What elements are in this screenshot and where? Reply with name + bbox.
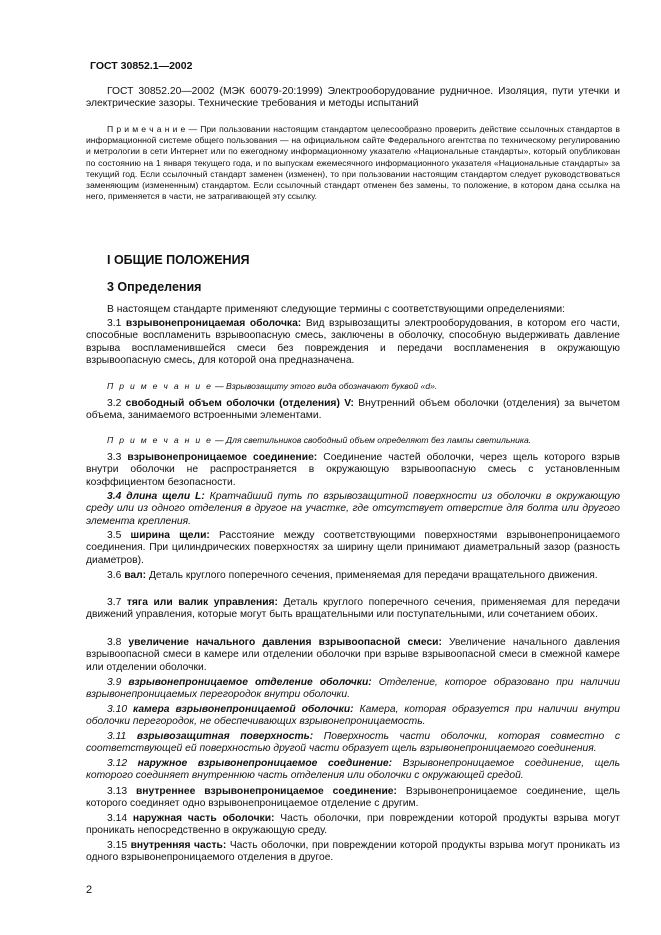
definition-term: длина щели L: (126, 491, 205, 502)
definition-text: Вид взрывозащиты электрооборудования, в котором его части, способные воспламенить взрывоопасную смесь, заключены в оболочку, способную выдерживать давление взрыва воспламенившейся смеси без повреждения и передачи воспламенения в окружающую взрывоопасную смесь, для которой она предназначена. (86, 318, 620, 366)
definition-3-4 (86, 491, 620, 528)
definition-text: Камера, которая образуется при наличии внутри оболочки перегородок, не обеспечивающих взрывонепроницаемость. (86, 704, 620, 728)
note-label: П р и м е ч а н и е (107, 124, 186, 134)
definition-text: Часть оболочки, при повреждении которой продукты взрыва могут проникать из одного взрывонепроницаемого отделения в другое. (86, 840, 620, 864)
definition-term: взрывонепроницаемое соединение: (127, 452, 318, 463)
definition-number: 3.11 (107, 731, 137, 742)
definition-text: Внутренний объем оболочки (отделения) за вычетом объема, занимаемого встроенными элементами. (86, 398, 621, 422)
definition-number: 3.14 (107, 813, 133, 824)
definition-term: взрывонепроницаемое отделение оболочки: (128, 677, 372, 688)
note-text: — Взрывозащиту этого вида обозначают буквой «d». (212, 381, 438, 391)
definition-text: Расстояние между соответствующими поверхностями взрывонепроницаемого соединения. При цилиндрических поверхностях за ширину щели принимают диаметральный зазор (разность диаметров). (86, 530, 620, 566)
definition-term: взрывонепроницаемая оболочка: (125, 318, 302, 329)
definition-number: 3.3 (107, 452, 128, 463)
definition-number: 3.12 (107, 758, 138, 769)
definition-term: взрывозащитная поверхность: (136, 731, 314, 742)
definition-term: внутренняя часть: (130, 840, 227, 851)
definition-term: наружное взрывонепроницаемое соединение: (137, 758, 393, 769)
definition-text: Соединение частей оболочки, через щель которого взрыв внутри оболочки не распространяется в окружающую взрывоопасную смесь с установленным коэффициентом безопасности. (86, 452, 620, 488)
definition-3-8 (86, 637, 620, 674)
note-3-2 (86, 435, 620, 446)
definition-3-3 (86, 452, 620, 489)
normative-reference: ГОСТ 30852.20—2002 (МЭК 60079-20:1999) Электрооборудование рудничное. Изоляция, пути утечки и электрические зазоры. Технические требования и методы испытаний (86, 86, 620, 110)
definition-3-11 (86, 731, 620, 756)
definition-number: 3.4 (107, 491, 127, 502)
definition-text: Увеличение начального давления взрывоопасной смеси в камере или отделении оболочки при взрыве взрывоопасной смеси в смежной камере или отделении оболочки. (86, 637, 620, 673)
definition-3-12 (86, 758, 620, 783)
definition-text: Взрывонепроницаемое соединение, щель которого соединяет одно взрывонепроницаемое отделение с другим. (86, 786, 621, 810)
definition-number: 3.13 (107, 786, 136, 797)
definition-number: 3.8 (107, 637, 129, 648)
note-text: — Для светильников свободный объем определяют без лампы светильника. (212, 435, 532, 445)
note-references (86, 124, 620, 202)
definition-number: 3.7 (107, 597, 127, 608)
definition-3-15 (86, 840, 620, 865)
definition-3-6 (86, 570, 620, 582)
definition-3-1 (86, 318, 620, 367)
definition-term: наружная часть оболочки: (132, 813, 275, 824)
definitions-intro: В настоящем стандарте применяют следующие термины с соответствующими определениями: (107, 304, 565, 315)
definition-term: свободный объем оболочки (отделения) V: (125, 398, 354, 409)
definition-term: тяга или валик управления: (126, 597, 278, 608)
note-label: П р и м е ч а н и е (107, 381, 213, 391)
definition-term: камера взрывонепроницаемой оболочки: (133, 704, 354, 715)
definition-number: 3.1 (107, 318, 126, 329)
note-3-1 (86, 381, 620, 392)
definition-text: Деталь круглого поперечного сечения, применяемая для передачи движений управления, которые могут быть вращательными или поступательными, или сочетанием обоих. (86, 597, 620, 621)
definition-3-10 (86, 704, 620, 729)
definition-3-14 (86, 813, 620, 838)
definition-term: вал: (124, 570, 147, 581)
definition-term: ширина щели: (130, 530, 210, 541)
definition-number: 3.10 (107, 704, 134, 715)
definition-3-2 (86, 398, 620, 423)
definition-text: Кратчайший путь по взрывозащитной поверхности из оболочки в окружающую среду или из одного отделения в другое на участке, где отсутствует отверстие для болта или другого элемента крепления. (86, 491, 620, 527)
definition-text: Часть оболочки, при повреждении которой продукты взрыва могут проникать непосредственно в окружающую среду. (86, 813, 620, 837)
definition-number: 3.9 (107, 677, 129, 688)
section-heading-general: I ОБЩИЕ ПОЛОЖЕНИЯ (107, 253, 250, 267)
page-number: 2 (86, 884, 93, 896)
definition-text: Деталь круглого поперечного сечения, применяемая для передачи вращательного движения. (146, 570, 598, 581)
definition-3-9 (86, 677, 620, 702)
definition-number: 3.2 (107, 398, 126, 409)
definition-text: Поверхность части оболочки, которая совместно с соответствующей ей поверхностью другой части образует щель взрывонепроницаемого соединения. (86, 731, 621, 755)
section-heading-definitions: 3 Определения (107, 280, 202, 294)
definition-3-5 (86, 530, 620, 567)
note-label: П р и м е ч а н и е (107, 435, 213, 445)
document-header: ГОСТ 30852.1—2002 (90, 60, 193, 72)
definition-number: 3.15 (107, 840, 131, 851)
definition-number: 3.5 (107, 530, 131, 541)
definition-3-13 (86, 786, 620, 811)
definition-3-7 (86, 597, 620, 622)
definition-text: Отделение, которое образовано при наличии взрывонепроницаемых перегородок внутри оболочки. (86, 677, 620, 701)
definition-term: внутреннее взрывонепроницаемое соединение: (135, 786, 397, 797)
note-text: — При пользовании настоящим стандартом целесообразно проверить действие ссылочных стандартов в информационной системе общего пользования — на официальном сайте Федерального агентства по техническому регулированию и метрологии в сети Интернет или по ежегодному информационному указателю «Национальные стандарты», который опубликован по состоянию на 1 января текущего года, и по выпускам ежемесячного информационного указателя «Национальные стандарты» за текущий год. Если ссылочный стандарт заменен (изменен), то при пользовании настоящим стандартом следует руководствоваться заменяющим (измененным) стандартом. Если ссылочный стандарт отменен без замены, то положение, в котором дана ссылка на него, применяется в части, не затрагивающей эту ссылку. (86, 124, 621, 202)
definition-number: 3.6 (107, 570, 125, 581)
definition-term: увеличение начального давления взрывоопасной смеси: (128, 637, 442, 648)
definition-text: Взрывонепроницаемое соединение, щель которого соединяет внутреннюю часть отделения или оболочки с окружающей средой. (86, 758, 620, 782)
